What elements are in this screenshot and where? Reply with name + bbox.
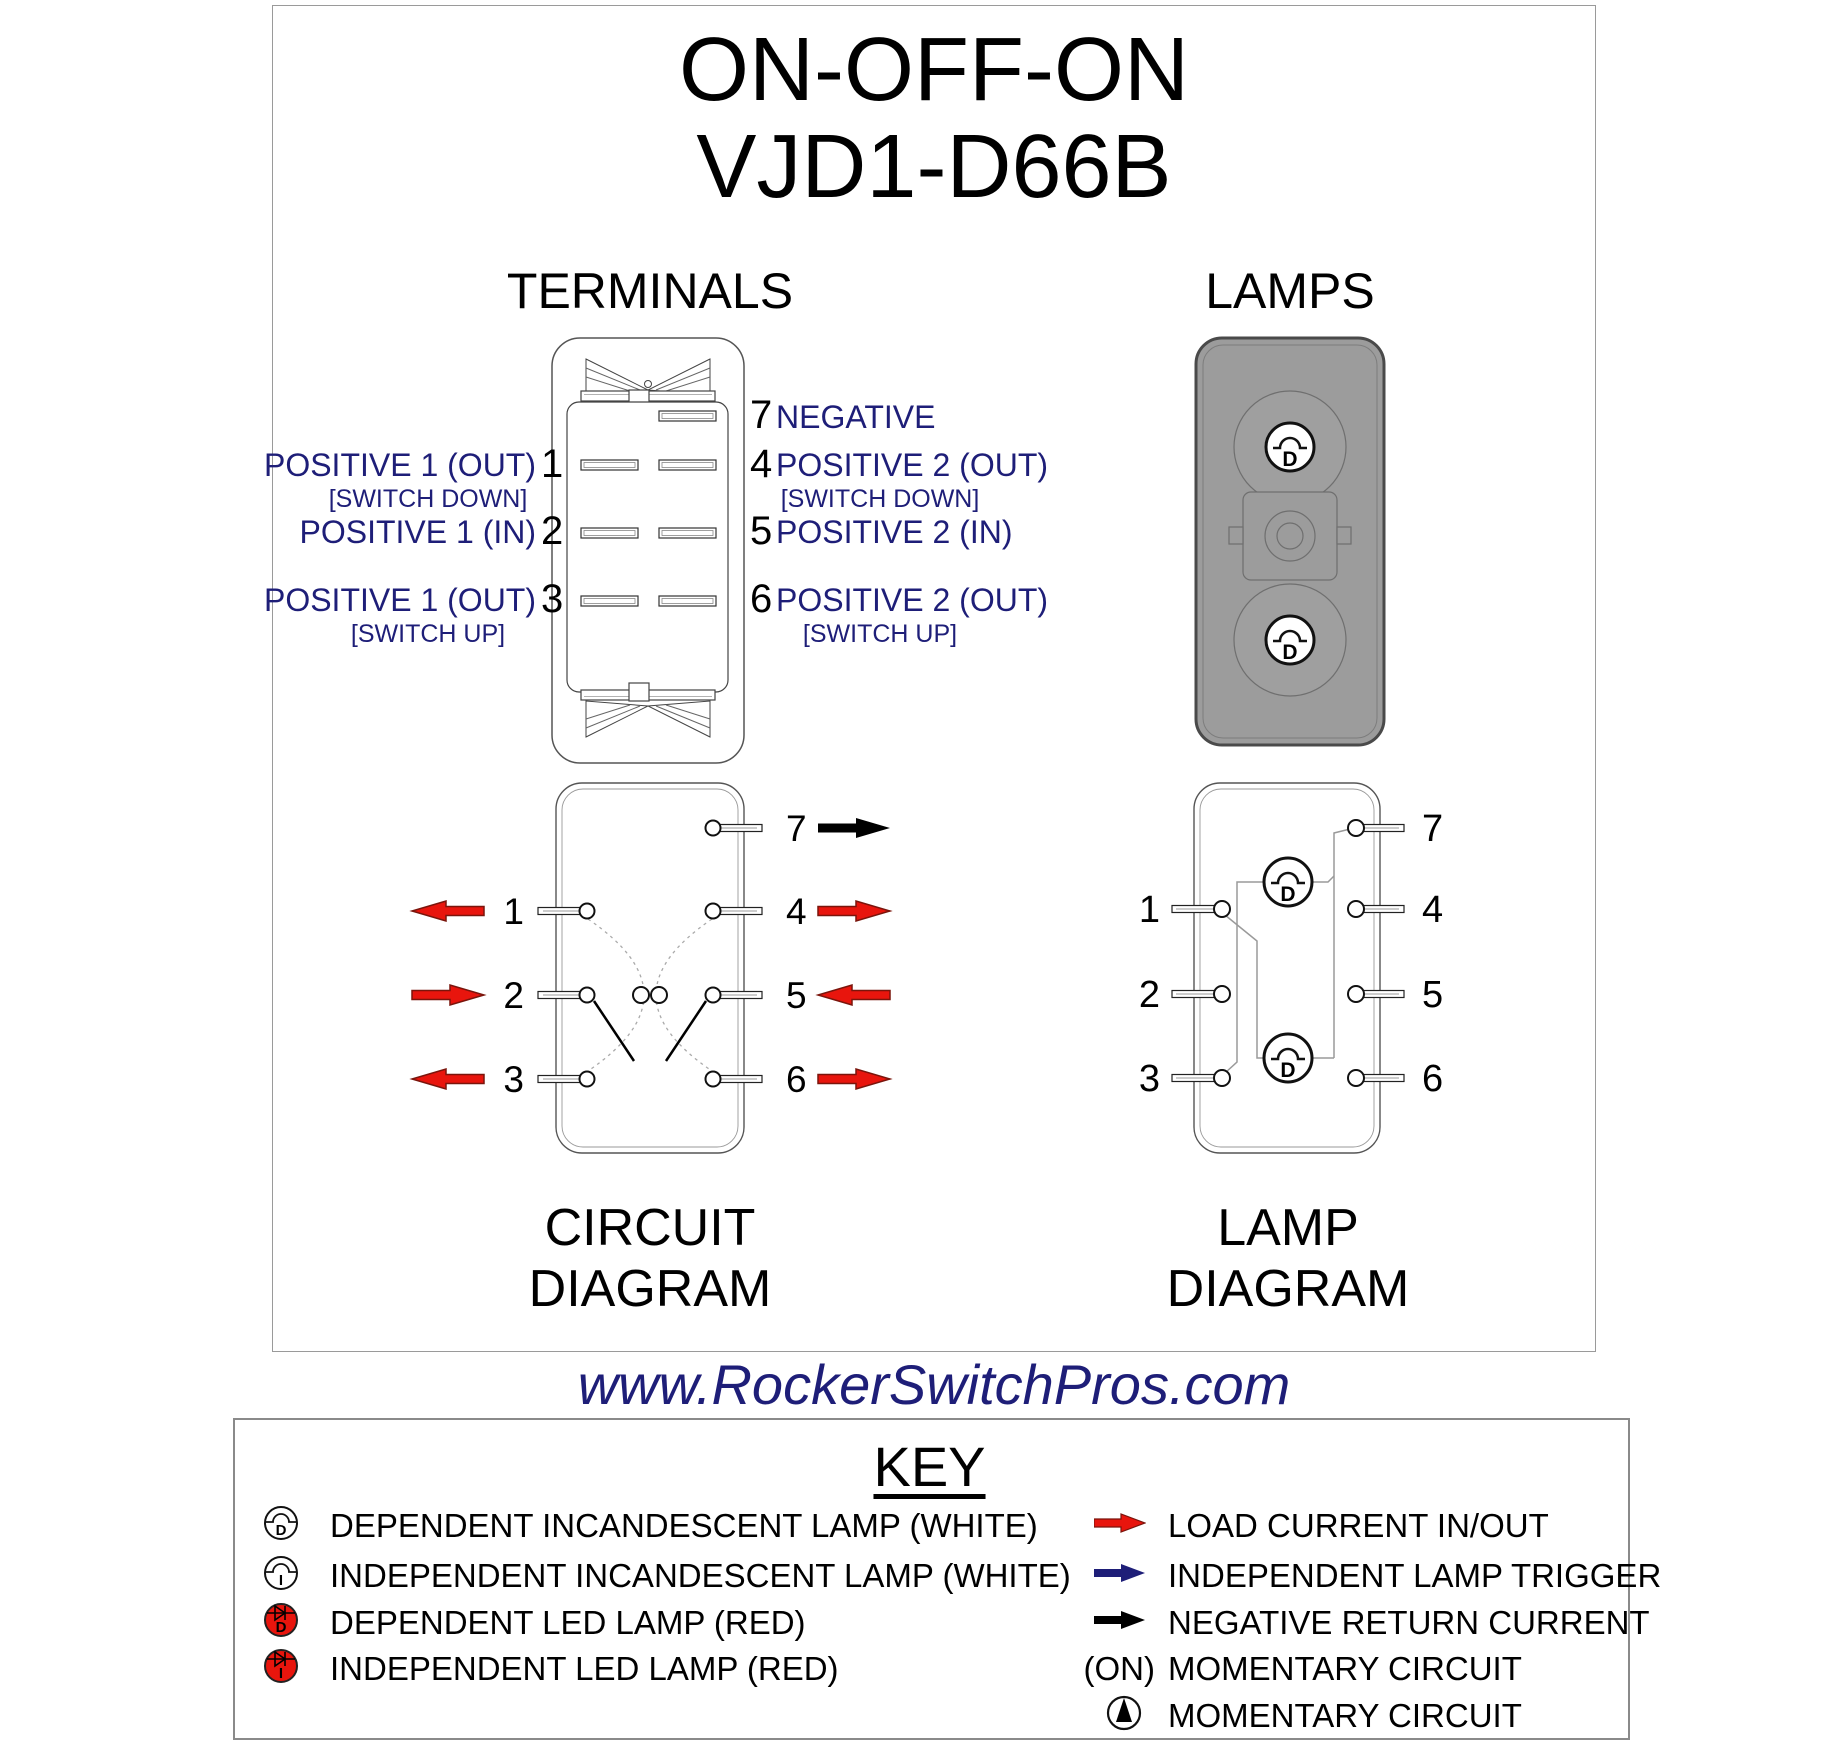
svg-text:D: D (275, 1619, 287, 1636)
key-item-label: INDEPENDENT INCANDESCENT LAMP (WHITE) (330, 1557, 1071, 1594)
svg-text:D: D (1282, 448, 1298, 471)
terminal-label-6: POSITIVE 2 (OUT) (776, 582, 1049, 618)
page-title (273, 22, 1595, 216)
svg-text:I: I (278, 1572, 284, 1589)
svg-text:D: D (1280, 1059, 1296, 1082)
svg-text:7: 7 (786, 808, 807, 849)
load-current-arrow-icon (818, 985, 890, 1005)
terminals-heading: TERMINALS (506, 263, 794, 319)
svg-text:D: D (1280, 883, 1296, 906)
terminal-sublabel-1: [SWITCH DOWN] (328, 485, 528, 513)
momentary-triangle-icon (1104, 1693, 1144, 1733)
dependent-lamp-icon (1264, 1034, 1312, 1082)
lamp-diagram-caption (1032, 1198, 1544, 1321)
key-item-label: NEGATIVE RETURN CURRENT (1168, 1604, 1650, 1641)
svg-text:2: 2 (503, 975, 524, 1016)
svg-text:3: 3 (503, 1059, 524, 1100)
dependent-incandescent-lamp-icon (261, 1503, 301, 1543)
load-current-arrow-icon (818, 901, 890, 921)
lamps-heading: LAMPS (1205, 263, 1375, 319)
circuit-diagram-caption (394, 1198, 906, 1321)
dependent-lamp-icon (1264, 858, 1312, 906)
circuit-diagram-figure (400, 775, 912, 1175)
negative-return-arrow-icon (1094, 1610, 1146, 1630)
independent-led-lamp-icon (261, 1646, 301, 1686)
key-item-label: MOMENTARY CIRCUIT (1168, 1650, 1522, 1687)
terminal-label-5: POSITIVE 2 (IN) (776, 514, 1013, 550)
independent-incandescent-lamp-icon (261, 1553, 301, 1593)
key-item-label: DEPENDENT INCANDESCENT LAMP (WHITE) (330, 1507, 1038, 1544)
terminal-sublabel-6: [SWITCH UP] (802, 620, 958, 648)
terminal-label-4: POSITIVE 2 (OUT) (776, 447, 1049, 483)
lamp-trigger-arrow-icon (1094, 1563, 1146, 1583)
svg-text:4: 4 (1422, 889, 1444, 931)
terminal-number-6: 6 (750, 577, 773, 621)
terminal-number-5: 5 (750, 509, 773, 553)
negative-return-arrow-icon (818, 818, 890, 838)
key-item-label: MOMENTARY CIRCUIT (1168, 1697, 1522, 1734)
key-item-label: INDEPENDENT LAMP TRIGGER (1168, 1557, 1662, 1594)
terminal-label-3: POSITIVE 1 (OUT) (263, 582, 536, 618)
svg-text:1: 1 (1138, 889, 1160, 931)
lamp-caption-line2: DIAGRAM (1166, 1260, 1410, 1319)
terminal-number-2: 2 (541, 509, 564, 553)
terminal-sublabel-4: [SWITCH DOWN] (780, 485, 980, 513)
circuit-caption-line1: CIRCUIT (544, 1199, 756, 1257)
dependent-led-lamp-icon (261, 1600, 301, 1640)
load-current-arrow-icon (412, 985, 484, 1005)
terminal-number-7: 7 (750, 393, 773, 437)
key-item-label: LOAD CURRENT IN/OUT (1168, 1507, 1549, 1544)
svg-text:4: 4 (786, 891, 807, 932)
key-item-label: INDEPENDENT LED LAMP (RED) (330, 1650, 839, 1687)
lamp-caption-line1: LAMP (1217, 1199, 1359, 1257)
terminals-switch-figure (540, 332, 760, 768)
website-link[interactable]: www.RockerSwitchPros.com (577, 1353, 1291, 1416)
terminal-label-2: POSITIVE 1 (IN) (299, 514, 536, 550)
dependent-lamp-icon (1266, 423, 1314, 471)
svg-text:I: I (278, 1665, 284, 1682)
svg-text:1: 1 (503, 891, 524, 932)
dependent-lamp-icon (1266, 616, 1314, 664)
svg-text:5: 5 (1422, 974, 1444, 1016)
terminal-number-3: 3 (541, 577, 564, 621)
load-current-arrow-icon (412, 1069, 484, 1089)
title-line2: VJD1-D66B (696, 117, 1172, 218)
svg-text:2: 2 (1138, 974, 1160, 1016)
load-current-arrow-icon (412, 901, 484, 921)
circuit-caption-line2: DIAGRAM (528, 1260, 772, 1319)
svg-text:6: 6 (786, 1059, 807, 1100)
load-current-arrow-icon (818, 1069, 890, 1089)
lamps-switch-figure (1185, 332, 1400, 768)
svg-text:7: 7 (1422, 808, 1444, 850)
terminal-sublabel-3: [SWITCH UP] (350, 620, 506, 648)
terminal-label-1: POSITIVE 1 (OUT) (263, 447, 536, 483)
title-line1: ON-OFF-ON (679, 20, 1189, 120)
svg-text:6: 6 (1422, 1058, 1444, 1100)
svg-text:D: D (1282, 641, 1298, 664)
momentary-on-symbol: (ON) (1083, 1650, 1155, 1687)
terminal-label-7: NEGATIVE (776, 399, 936, 435)
terminal-number-4: 4 (750, 442, 773, 486)
load-current-arrow-icon (1094, 1513, 1146, 1533)
lamp-diagram-figure (1130, 775, 1530, 1175)
key-item-label: DEPENDENT LED LAMP (RED) (330, 1604, 806, 1641)
terminal-number-1: 1 (541, 442, 564, 486)
svg-text:3: 3 (1138, 1058, 1160, 1100)
key-heading: KEY (873, 1435, 986, 1498)
svg-text:5: 5 (786, 975, 807, 1016)
svg-text:D: D (275, 1522, 287, 1539)
